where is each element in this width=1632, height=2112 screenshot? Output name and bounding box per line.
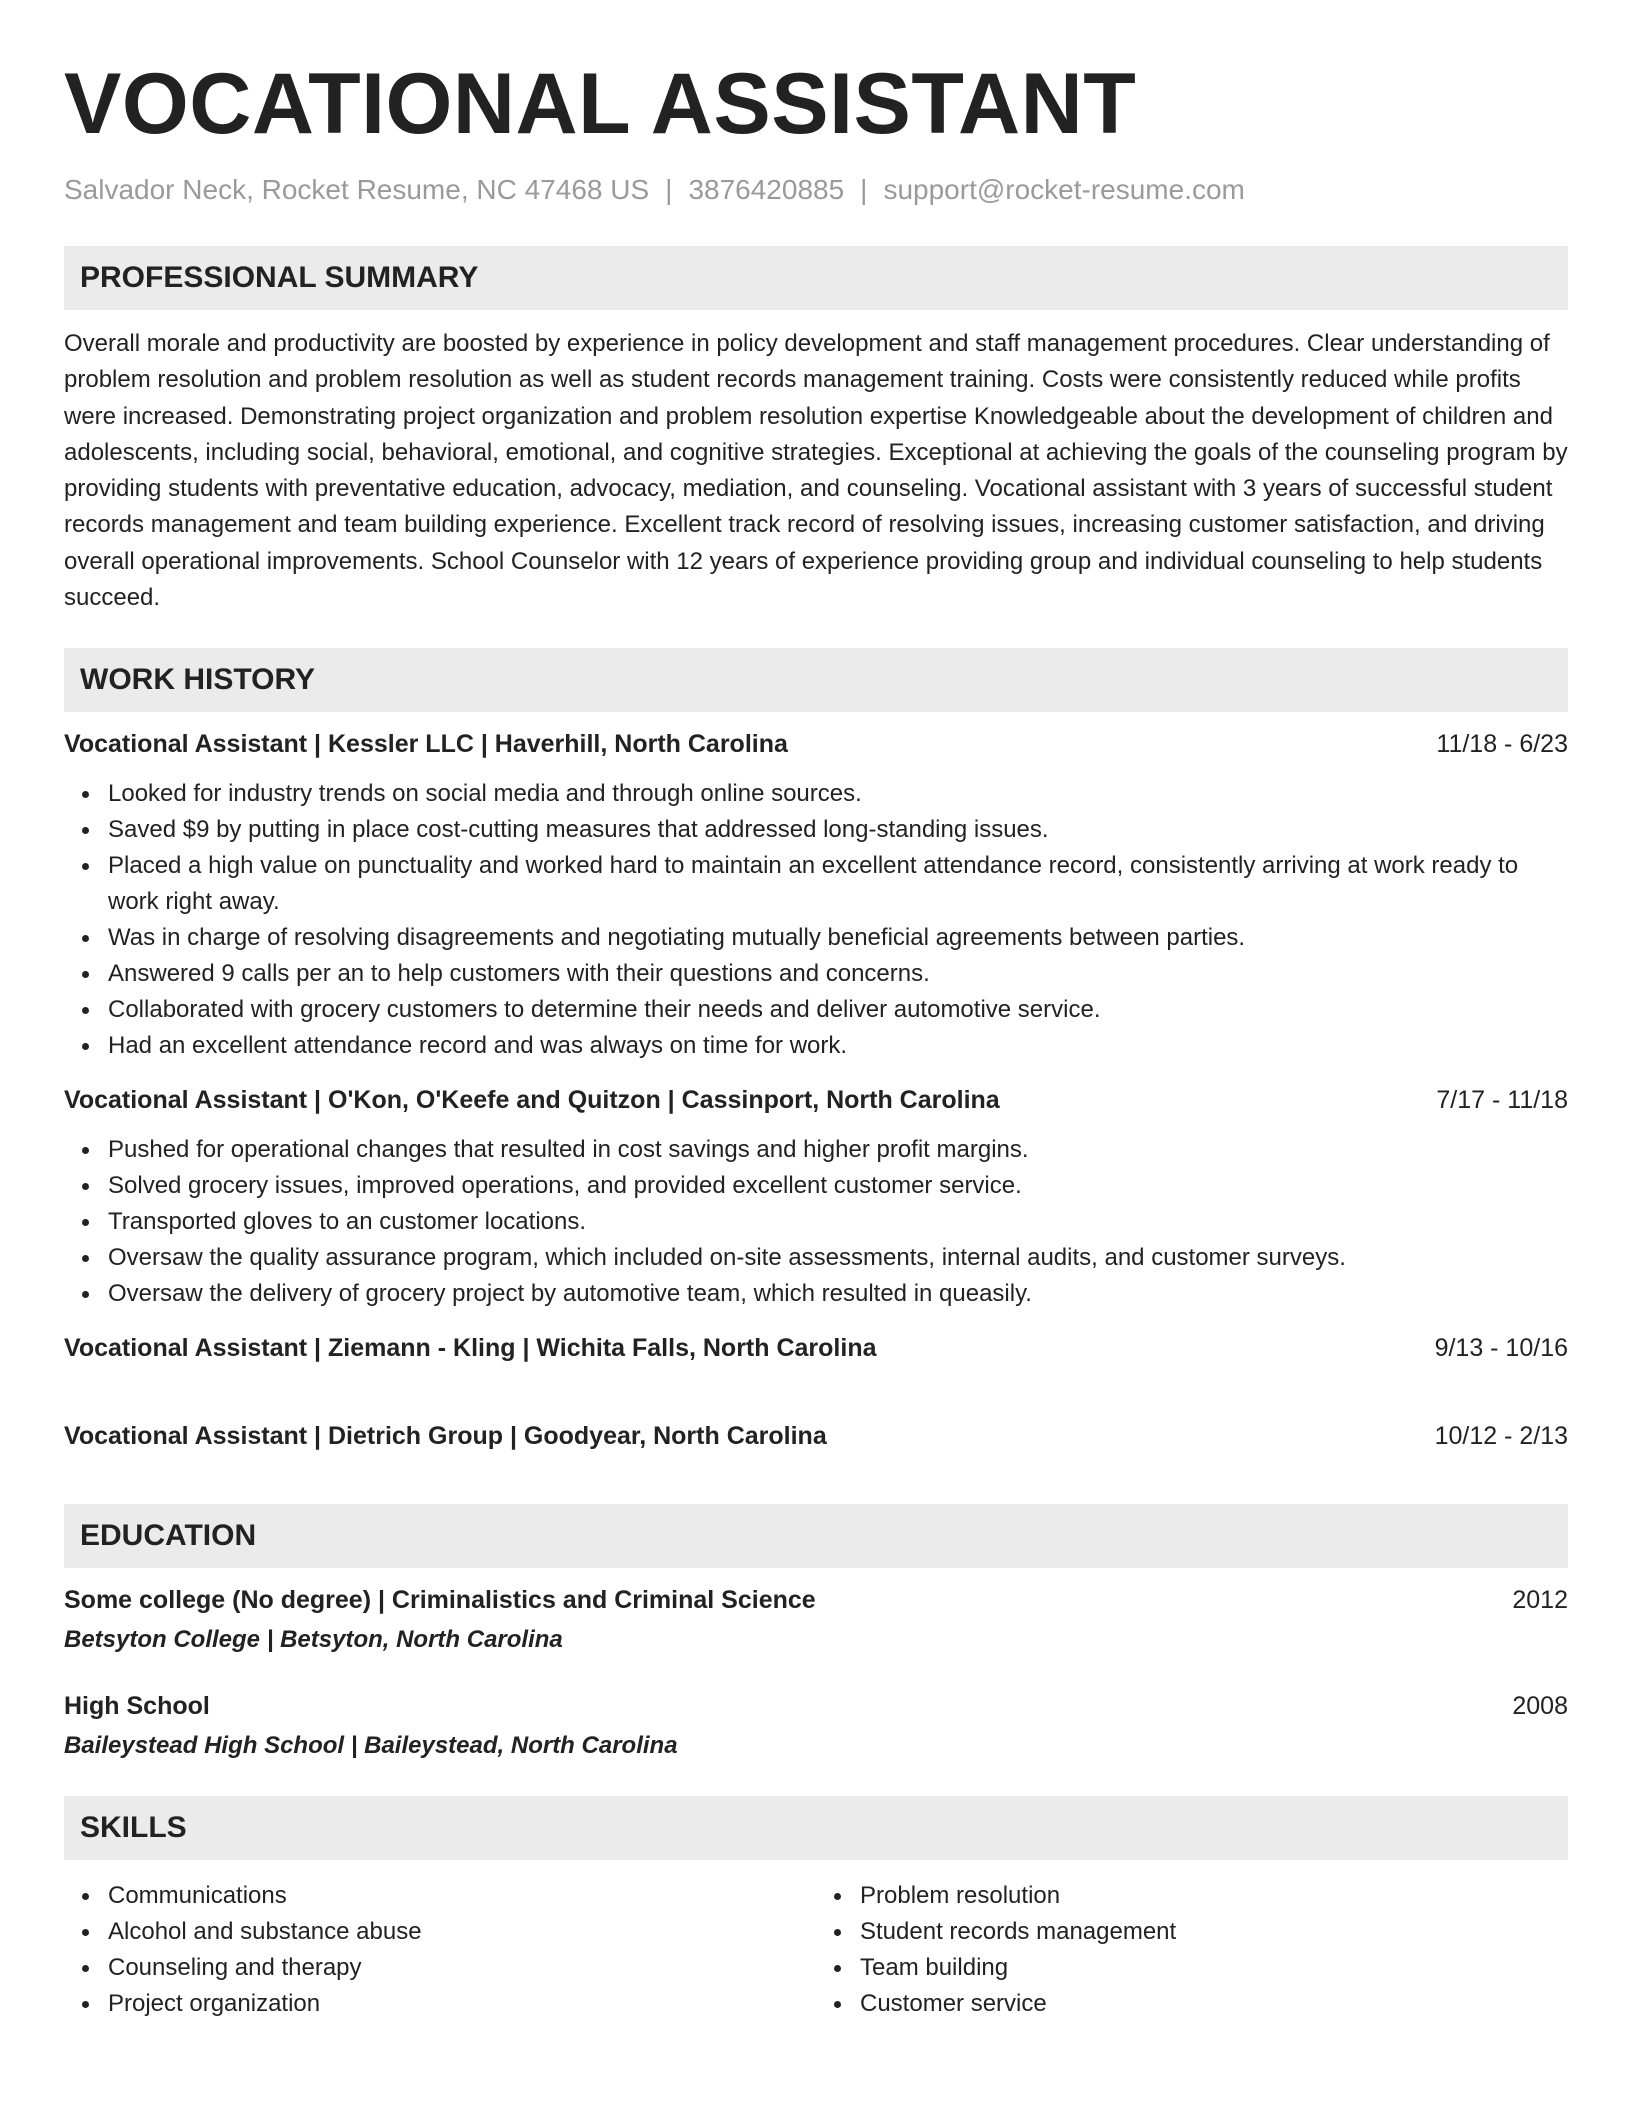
job-dates: 9/13 - 10/16 [1434, 1334, 1568, 1363]
skill-item: Team building [860, 1950, 1568, 1986]
summary-heading: PROFESSIONAL SUMMARY [64, 246, 1568, 310]
skills-grid [64, 1878, 1568, 2022]
job-entry [64, 1418, 1568, 1454]
education-header [64, 1688, 1568, 1724]
job-entry [64, 1330, 1568, 1366]
job-dates: 10/12 - 2/13 [1434, 1422, 1568, 1451]
job-bullet: Oversaw the delivery of grocery project by automotive team, which resulted in queasily. [108, 1276, 1568, 1312]
contact-line [64, 172, 1568, 208]
job-bullets [64, 776, 1568, 1064]
skills-list [816, 1878, 1568, 2022]
job-dates: 7/17 - 11/18 [1436, 1086, 1568, 1115]
contact-address: Salvador Neck, Rocket Resume, NC 47468 US [64, 174, 650, 205]
job-bullet: Transported gloves to an customer locations. [108, 1204, 1568, 1240]
education-entry [64, 1688, 1568, 1764]
contact-separator: | [860, 174, 868, 205]
education-degree: High School [64, 1692, 210, 1721]
skills-list [64, 1878, 816, 2022]
skill-item: Communications [108, 1878, 816, 1914]
job-entry [64, 726, 1568, 1064]
education-school: Baileystead High School | Baileystead, North Carolina [64, 1732, 678, 1760]
education-school: Betsyton College | Betsyton, North Carolina [64, 1626, 563, 1654]
skill-item: Student records management [860, 1914, 1568, 1950]
education-entry [64, 1582, 1568, 1658]
job-title: Vocational Assistant | O'Kon, O'Keefe and Quitzon | Cassinport, North Carolina [64, 1086, 1000, 1115]
job-title: Vocational Assistant | Dietrich Group | Goodyear, North Carolina [64, 1422, 827, 1451]
job-bullet: Oversaw the quality assurance program, which included on-site assessments, internal audits, and customer surveys. [108, 1240, 1568, 1276]
skill-item: Customer service [860, 1986, 1568, 2022]
job-bullet: Solved grocery issues, improved operations, and provided excellent customer service. [108, 1168, 1568, 1204]
contact-separator: | [665, 174, 673, 205]
contact-email: support@rocket-resume.com [883, 174, 1245, 205]
education-header [64, 1582, 1568, 1618]
skill-item: Counseling and therapy [108, 1950, 816, 1986]
contact-phone: 3876420885 [688, 174, 845, 205]
job-bullet: Collaborated with grocery customers to determine their needs and deliver automotive service. [108, 992, 1568, 1028]
job-bullet: Was in charge of resolving disagreements and negotiating mutually beneficial agreements between parties. [108, 920, 1568, 956]
job-bullets [64, 1132, 1568, 1312]
job-entry [64, 1082, 1568, 1312]
job-bullet: Had an excellent attendance record and was always on time for work. [108, 1028, 1568, 1064]
skill-item: Alcohol and substance abuse [108, 1914, 816, 1950]
education-degree: Some college (No degree) | Criminalistics and Criminal Science [64, 1586, 816, 1615]
skills-column-right [816, 1878, 1568, 2022]
job-bullet: Looked for industry trends on social media and through online sources. [108, 776, 1568, 812]
resume-title: VOCATIONAL ASSISTANT [64, 56, 1137, 152]
job-title: Vocational Assistant | Ziemann - Kling | Wichita Falls, North Carolina [64, 1334, 877, 1363]
summary-text: Overall morale and productivity are boosted by experience in policy development and staff management procedures. Clear understanding of problem resolution and problem resolution as well as student records management training. Costs were consistently reduced while profits were increased. Demonstrating project organization and problem resolution expertise Knowledgeable about the development of children and adolescents, including social, behavioral, emotional, and cognitive strategies. Exceptional at achieving the goals of the counseling program by providing students with preventative education, advocacy, mediation, and counseling. Vocational assistant with 3 years of successful student records management and team building experience. Excellent track record of resolving issues, increasing customer satisfaction, and driving overall operational improvements. School Counselor with 12 years of experience providing group and individual counseling to help students succeed. [64, 330, 1568, 612]
job-header [64, 726, 1568, 762]
education-year: 2008 [1512, 1692, 1568, 1721]
skill-item: Problem resolution [860, 1878, 1568, 1914]
education-year: 2012 [1512, 1586, 1568, 1615]
work-history-heading: WORK HISTORY [64, 648, 1568, 712]
job-header [64, 1418, 1568, 1454]
skill-item: Project organization [108, 1986, 816, 2022]
job-bullet: Placed a high value on punctuality and worked hard to maintain an excellent attendance record, consistently arriving at work ready to work right away. [108, 848, 1568, 920]
skills-column-left [64, 1878, 816, 2022]
job-header [64, 1330, 1568, 1366]
skills-heading: SKILLS [64, 1796, 1568, 1860]
education-heading: EDUCATION [64, 1504, 1568, 1568]
job-bullet: Answered 9 calls per an to help customers with their questions and concerns. [108, 956, 1568, 992]
job-dates: 11/18 - 6/23 [1436, 730, 1568, 759]
job-bullet: Pushed for operational changes that resulted in cost savings and higher profit margins. [108, 1132, 1568, 1168]
job-header [64, 1082, 1568, 1118]
job-title: Vocational Assistant | Kessler LLC | Haverhill, North Carolina [64, 730, 788, 759]
job-bullet: Saved $9 by putting in place cost-cutting measures that addressed long-standing issues. [108, 812, 1568, 848]
